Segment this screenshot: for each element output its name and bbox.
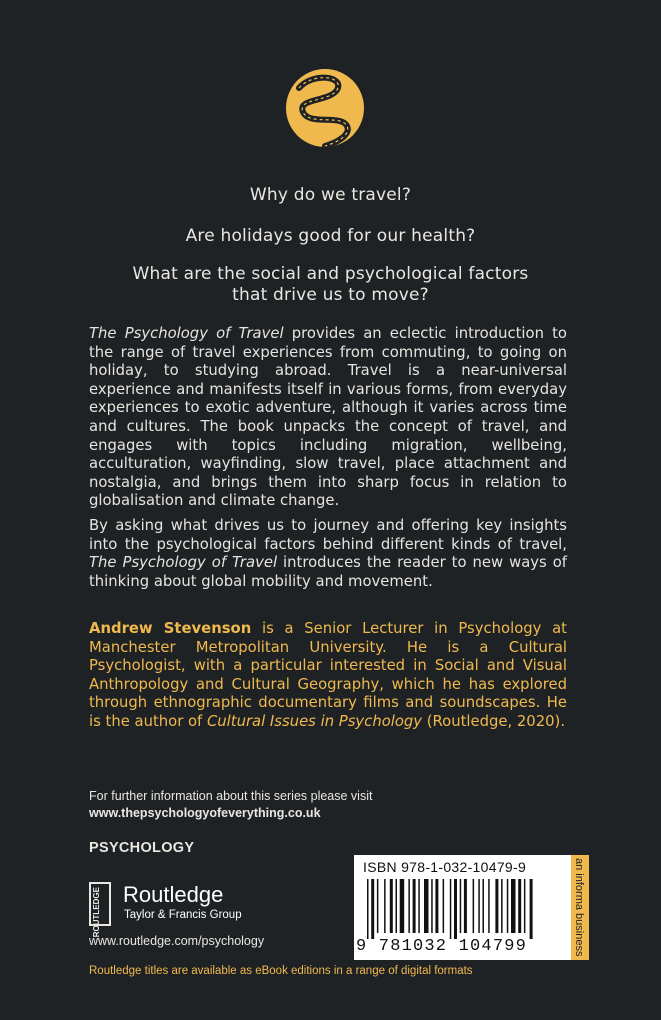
subject-label: PSYCHOLOGY	[89, 840, 195, 856]
description-paragraph-1	[89, 325, 567, 511]
barcode-bar	[511, 879, 516, 933]
barcode-bar	[450, 879, 452, 939]
isbn-number: ISBN 978-1-032-10479-9	[363, 859, 527, 875]
author-bio	[89, 620, 567, 732]
barcode-bar	[518, 879, 521, 933]
author-bio-end: (Routledge, 2020).	[422, 712, 566, 730]
barcode-bar	[473, 879, 475, 933]
author-bio-text: is a Senior Lecturer in Psychology at Manchester Metropolitan University. He is a Cultural Psychologist, with a particular interested in Social and Visual Anthropology and Cultural Geography, which he has explored through ethnographic documentary films and soundscapes. He is the author of	[89, 620, 567, 730]
barcode-bar	[443, 879, 445, 933]
question-2: Are holidays good for our health?	[185, 226, 476, 246]
barcode-bar	[400, 879, 405, 933]
book-title: The Psychology of Travel	[89, 325, 284, 342]
barcode-bar	[377, 879, 379, 933]
barcode-bar	[454, 879, 457, 939]
series-info	[89, 788, 509, 822]
winding-road-icon	[285, 68, 365, 148]
publisher-mark-icon: ROUTLEDGE	[89, 882, 111, 926]
barcode-bars	[363, 879, 553, 939]
barcode-bar	[371, 879, 374, 939]
barcode-bar	[424, 879, 429, 933]
barcode-bar	[478, 879, 480, 933]
publisher-group: Taylor & Francis Group	[124, 909, 242, 921]
barcode-bar	[431, 879, 433, 933]
barcode-bar	[524, 879, 526, 933]
book-title: The Psychology of Travel	[89, 554, 278, 572]
barcode-bar	[501, 879, 503, 933]
description-text: introduces the reader to new ways of thinking about global mobility and movement.	[89, 554, 567, 590]
series-url[interactable]: www.thepsychologyofeverything.co.uk	[89, 806, 321, 820]
barcode-bar	[435, 879, 438, 933]
description-text: provides an eclectic introduction to the range of travel experiences from commuting, to going on holiday, to studying abroad. Travel is a near-universal experience and manifests itself in various forms, from everyday experiences to exotic adventure, although it varies across time and cultures. The book unpacks the concept of travel, and engages with topics including migration, wellbeing, acculturation, wayfinding, slow travel, place attachment and nostalgia, and brings them into sharp focus in relation to globalisation and climate change.	[89, 325, 567, 510]
informa-tag: an informa business	[571, 855, 589, 960]
barcode-bar	[413, 879, 416, 933]
series-info-text: For further information about this series please visit	[89, 789, 373, 803]
question-3-line-2: that drive us to move?	[232, 285, 429, 305]
description-paragraph-2	[89, 517, 567, 591]
barcode-bar	[495, 879, 498, 933]
description-text: By asking what drives us to journey and offering key insights into the psychological factors behind different kinds of travel,	[89, 517, 567, 553]
author-book-title: Cultural Issues in Psychology	[206, 712, 423, 730]
publisher-logo	[89, 880, 289, 938]
publisher-name: Routledge	[123, 882, 224, 907]
author-name: Andrew Stevenson	[89, 620, 252, 637]
isbn-barcode	[354, 855, 573, 960]
barcode-bar	[507, 879, 509, 933]
barcode-bar	[460, 879, 462, 933]
barcode-bar	[488, 879, 490, 933]
barcode-bar	[396, 879, 398, 933]
question-1: Why do we travel?	[249, 185, 412, 205]
barcode-digits: 9 781032 104799	[356, 937, 528, 956]
barcode-bar	[367, 879, 369, 939]
barcode-bar	[384, 879, 386, 933]
barcode-bar	[483, 879, 485, 933]
barcode-bar	[464, 879, 467, 933]
ebook-note: Routledge titles are available as eBook editions in a range of digital formats	[89, 965, 473, 977]
publisher-url[interactable]: www.routledge.com/psychology	[89, 934, 265, 948]
barcode-bar	[530, 879, 533, 939]
barcode-bar	[390, 879, 393, 933]
question-3-line-1: What are the social and psychological factors	[132, 264, 529, 284]
barcode-bar	[418, 879, 420, 933]
barcode-bar	[408, 879, 410, 933]
